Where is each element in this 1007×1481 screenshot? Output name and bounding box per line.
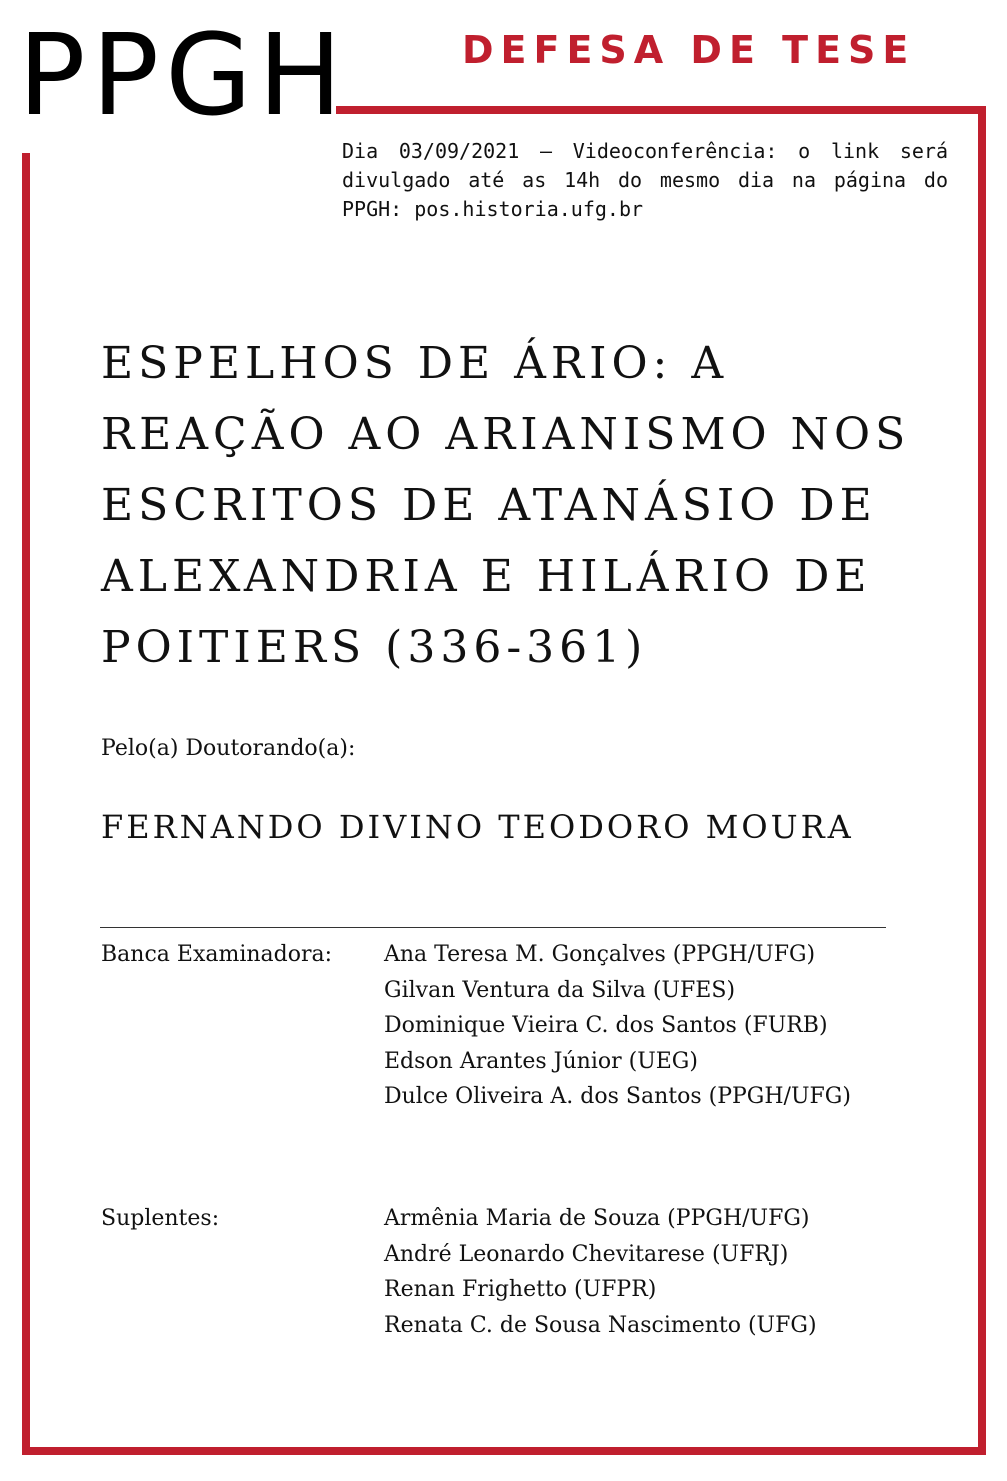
frame-right-border bbox=[978, 106, 986, 1455]
suplentes-member-list bbox=[384, 1201, 817, 1343]
event-type-heading: DEFESA DE TESE bbox=[462, 28, 916, 72]
candidate-name: FERNANDO DIVINO TEODORO MOURA bbox=[101, 808, 854, 846]
suplentes-label: Suplentes: bbox=[101, 1206, 220, 1231]
event-info-text: Dia 03/09/2021 – Videoconferência: o link será divulgado até as 14h do mesmo dia na página do PPGH: pos.historia.ufg.br bbox=[342, 139, 948, 221]
candidate-label: Pelo(a) Doutorando(a): bbox=[101, 736, 356, 761]
ppgh-logo: PPGH bbox=[18, 11, 349, 141]
frame-bottom-border bbox=[22, 1447, 986, 1455]
thesis-title-line: ALEXANDRIA E HILÁRIO DE bbox=[101, 551, 872, 602]
frame-left-border bbox=[22, 153, 30, 1455]
banca-member: Dominique Vieira C. dos Santos (FURB) bbox=[384, 1013, 828, 1038]
section-divider bbox=[100, 927, 886, 928]
banca-member: Ana Teresa M. Gonçalves (PPGH/UFG) bbox=[384, 942, 816, 967]
suplente-member: Renata C. de Sousa Nascimento (UFG) bbox=[384, 1312, 817, 1338]
suplente-member: Armênia Maria de Souza (PPGH/UFG) bbox=[384, 1206, 810, 1231]
thesis-title-line: ESPELHOS DE ÁRIO: A bbox=[101, 338, 729, 389]
frame-top-border bbox=[336, 106, 986, 114]
banca-label: Banca Examinadora: bbox=[101, 942, 333, 967]
thesis-title bbox=[101, 328, 921, 683]
suplente-member: Renan Frighetto (UFPR) bbox=[384, 1277, 657, 1302]
thesis-title-line: POITIERS (336-361) bbox=[101, 622, 648, 673]
banca-member-list bbox=[384, 937, 851, 1115]
banca-member: Dulce Oliveira A. dos Santos (PPGH/UFG) bbox=[384, 1084, 851, 1109]
suplente-member: André Leonardo Chevitarese (UFRJ) bbox=[384, 1241, 789, 1267]
thesis-title-line: ESCRITOS DE ATANÁSIO DE bbox=[101, 480, 877, 531]
banca-member: Edson Arantes Júnior (UEG) bbox=[384, 1048, 698, 1074]
banca-member: Gilvan Ventura da Silva (UFES) bbox=[384, 977, 736, 1003]
thesis-title-line: REAÇÃO AO ARIANISMO NOS bbox=[101, 409, 911, 460]
